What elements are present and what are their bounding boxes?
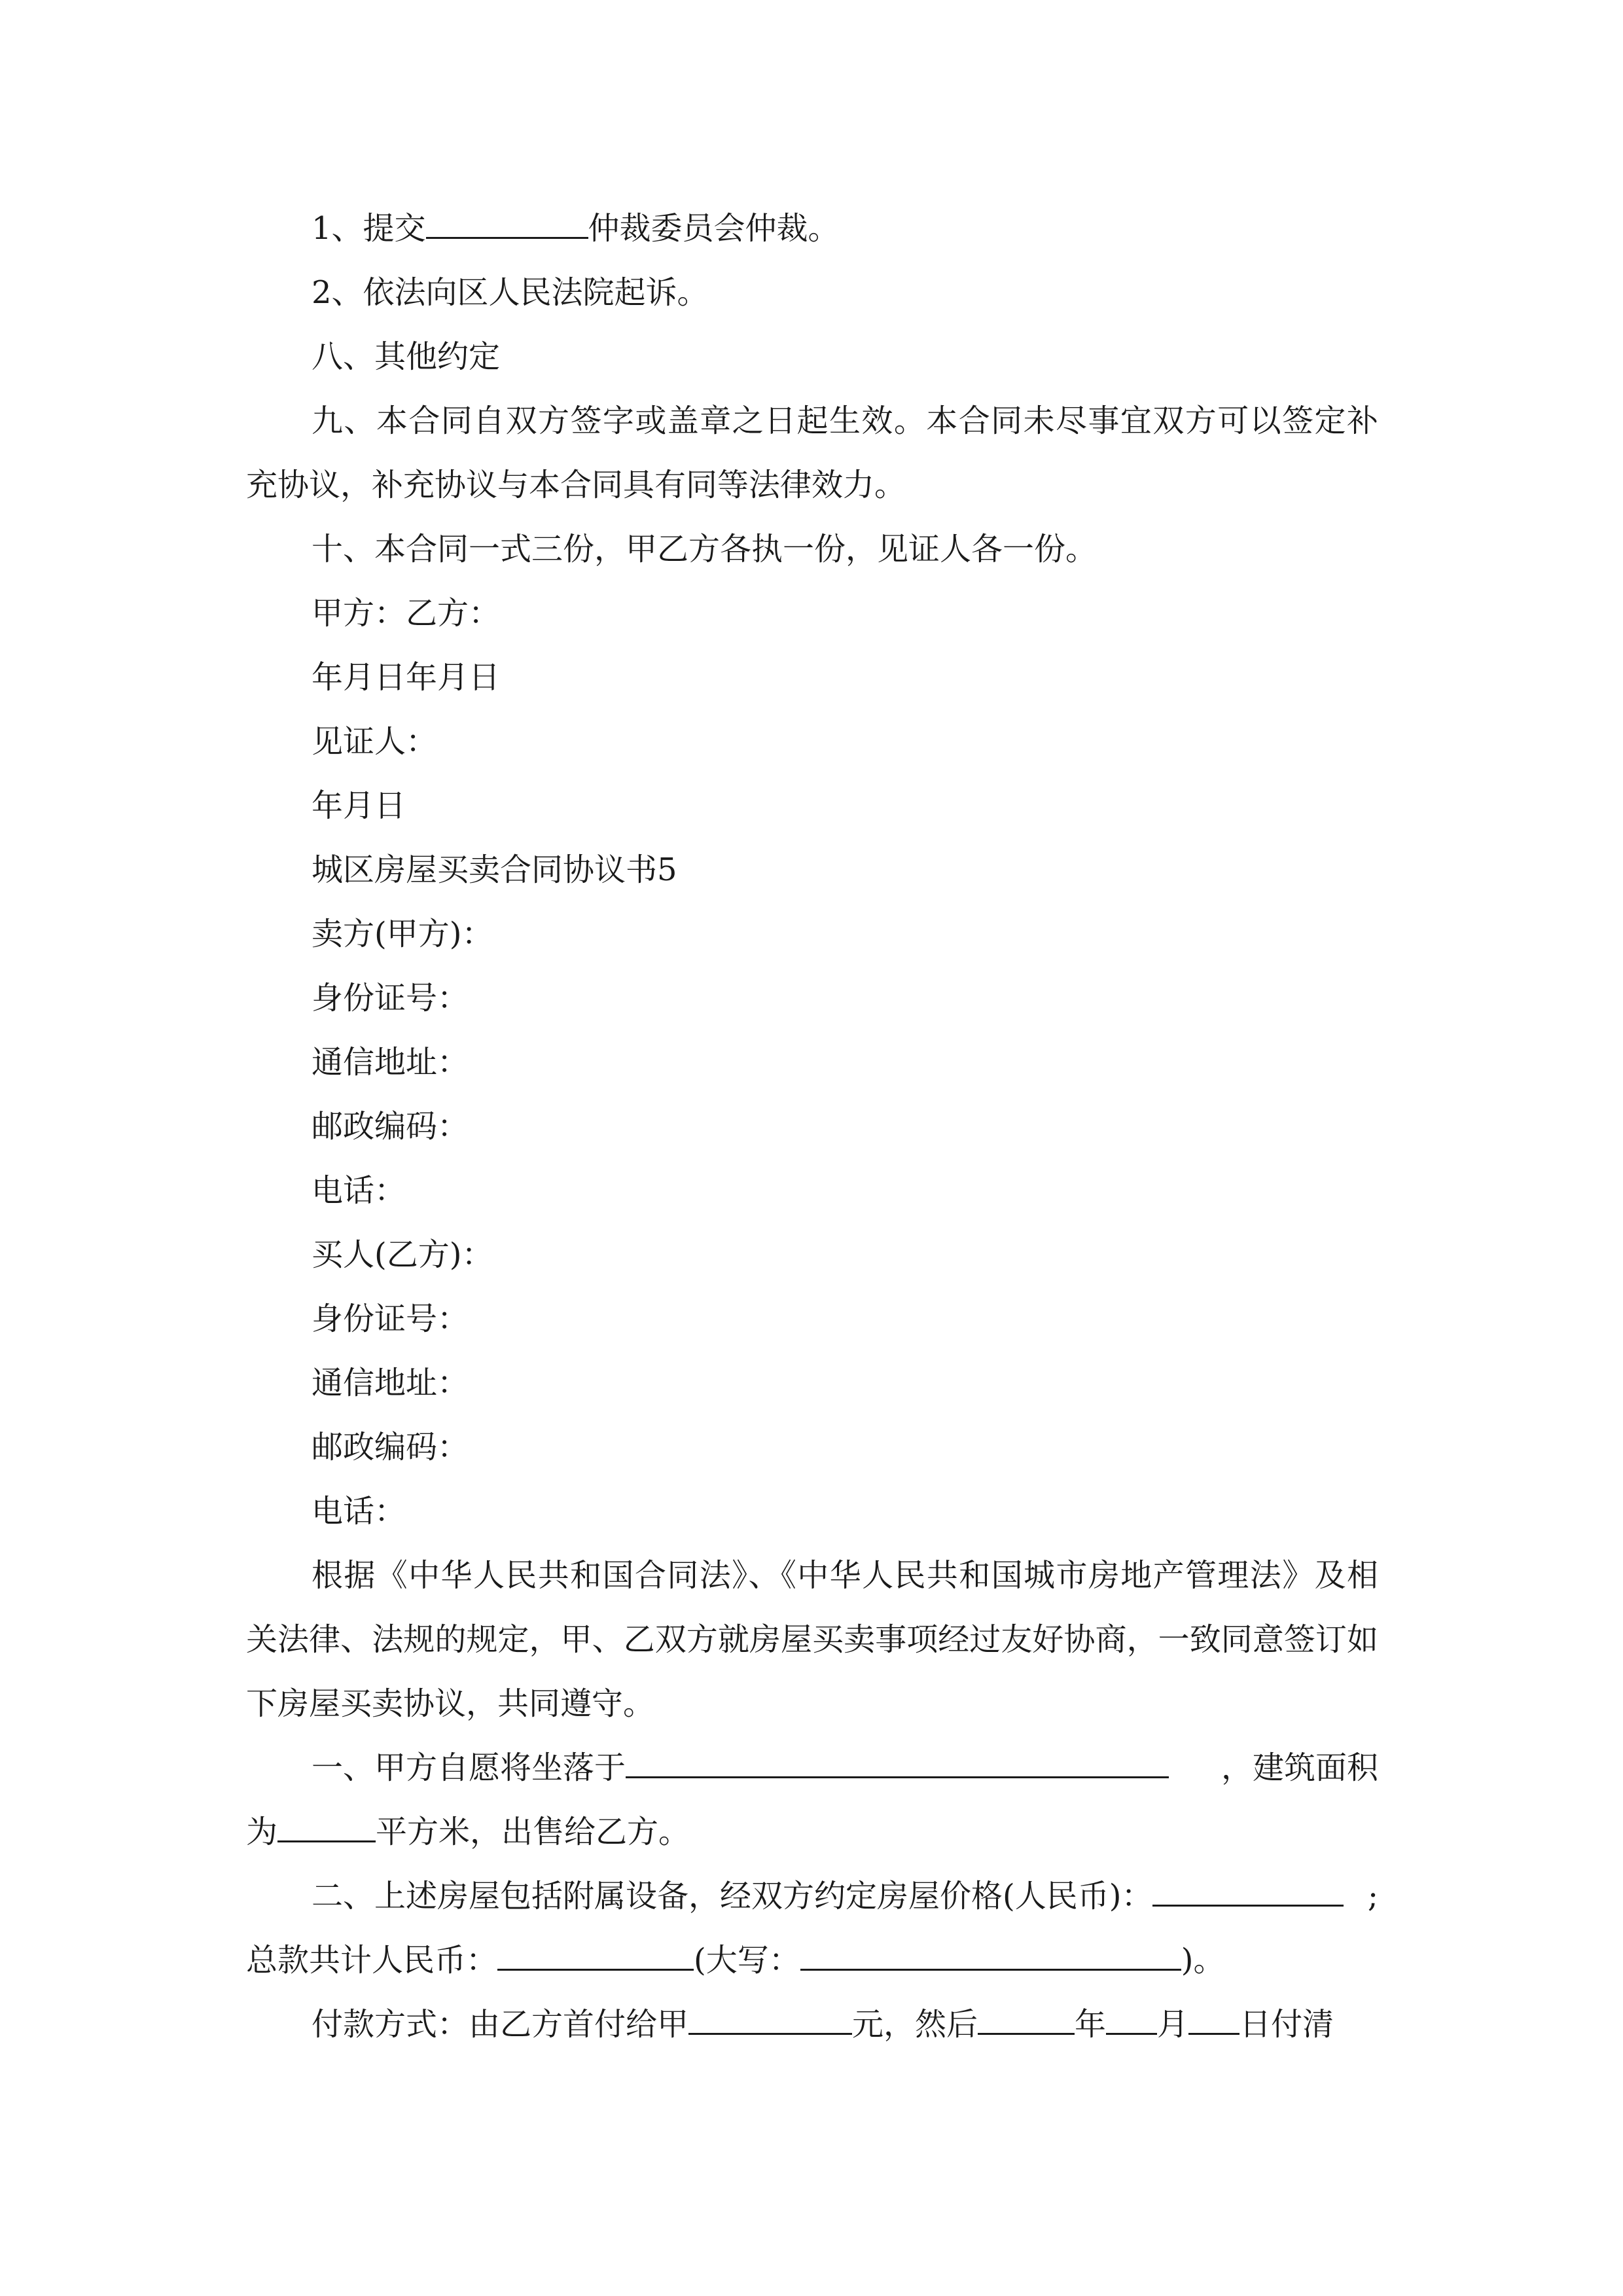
price-suffix: ;	[1367, 1878, 1378, 1914]
payment-month-label: 月	[1157, 2006, 1189, 2043]
property-location-blank	[626, 1737, 1169, 1778]
signature-parties: 甲方：乙方：	[312, 595, 501, 632]
total-amount-suffix: )。	[1181, 1942, 1225, 1979]
property-area-prefix: 为	[246, 1814, 278, 1850]
seller-postcode-label: 邮政编码：	[312, 1108, 469, 1145]
seller-id-label: 身份证号：	[312, 980, 469, 1016]
seller-label: 卖方(甲方)：	[312, 916, 493, 952]
clause-effective: 九、本合同自双方签字或盖章之日起生效。本合同未尽事宜双方可以签定补充协议，补充协议与本合同具有同等法律效力。	[246, 403, 1378, 503]
payment-then: 元，然后	[852, 2006, 978, 2043]
signature-dates: 年月日年月日	[312, 659, 501, 696]
buyer-address-label: 通信地址：	[312, 1365, 469, 1401]
price-prefix: 二、上述房屋包括附属设备，经双方约定房屋价格(人民币)：	[312, 1878, 1153, 1914]
clause-payment-method	[246, 1992, 1378, 2056]
property-area-suffix: 平方米，出售给乙方。	[376, 1814, 690, 1850]
clause-arbitration	[246, 196, 1378, 260]
clause-copies: 十、本合同一式三份，甲乙方各执一份，见证人各一份。	[312, 531, 1097, 567]
clause-arbitration-prefix: 1、提交	[312, 210, 426, 247]
clause-lawsuit: 2、依法向区人民法院起诉。	[312, 274, 709, 311]
buyer-id-label: 身份证号：	[312, 1300, 469, 1337]
payment-prefix: 付款方式：由乙方首付给甲	[312, 2006, 689, 2043]
buyer-phone-label: 电话：	[312, 1493, 406, 1530]
buyer-label: 买人(乙方)：	[312, 1236, 493, 1273]
seller-address-label: 通信地址：	[312, 1044, 469, 1081]
preamble-paragraph: 根据《中华人民共和国合同法》、《中华人民共和国城市房地产管理法》及相关法律、法规的规定，甲、乙双方就房屋买卖事项经过友好协商，一致同意签订如下房屋买卖协议，共同遵守。	[246, 1557, 1378, 1722]
clause-property-area	[246, 1800, 1378, 1864]
seller-phone-label: 电话：	[312, 1172, 406, 1209]
down-payment-blank	[688, 1994, 852, 2035]
payment-year-label: 年	[1075, 2006, 1107, 2043]
property-area-label: ，建筑面积	[1221, 1749, 1378, 1786]
heading-other-terms: 八、其他约定	[312, 338, 501, 375]
clause-price	[246, 1864, 1378, 1928]
price-blank	[1152, 1865, 1344, 1907]
property-area-blank	[277, 1801, 376, 1842]
total-amount-uppercase-label: (大写：	[694, 1942, 800, 1979]
clause-arbitration-suffix: 仲裁委员会仲裁。	[588, 210, 840, 247]
witness-date: 年月日	[312, 787, 406, 824]
payment-day-blank	[1188, 1994, 1240, 2035]
payment-month-blank	[1106, 1994, 1157, 2035]
property-location-prefix: 一、甲方自愿将坐落于	[312, 1749, 626, 1786]
total-amount-prefix: 总款共计人民币：	[246, 1942, 498, 1979]
document-body	[246, 196, 1378, 2056]
clause-property-location	[246, 1736, 1378, 1800]
contract-title: 城区房屋买卖合同协议书5	[312, 852, 677, 888]
clause-total-amount	[246, 1928, 1378, 1992]
total-amount-uppercase-blank	[800, 1929, 1181, 1971]
witness-label: 见证人：	[312, 723, 438, 760]
total-amount-blank	[497, 1929, 694, 1971]
payment-year-blank	[978, 1994, 1075, 2035]
payment-day-label: 日付清	[1240, 2006, 1334, 2043]
arbitration-committee-blank	[426, 198, 588, 239]
buyer-postcode-label: 邮政编码：	[312, 1429, 469, 1465]
